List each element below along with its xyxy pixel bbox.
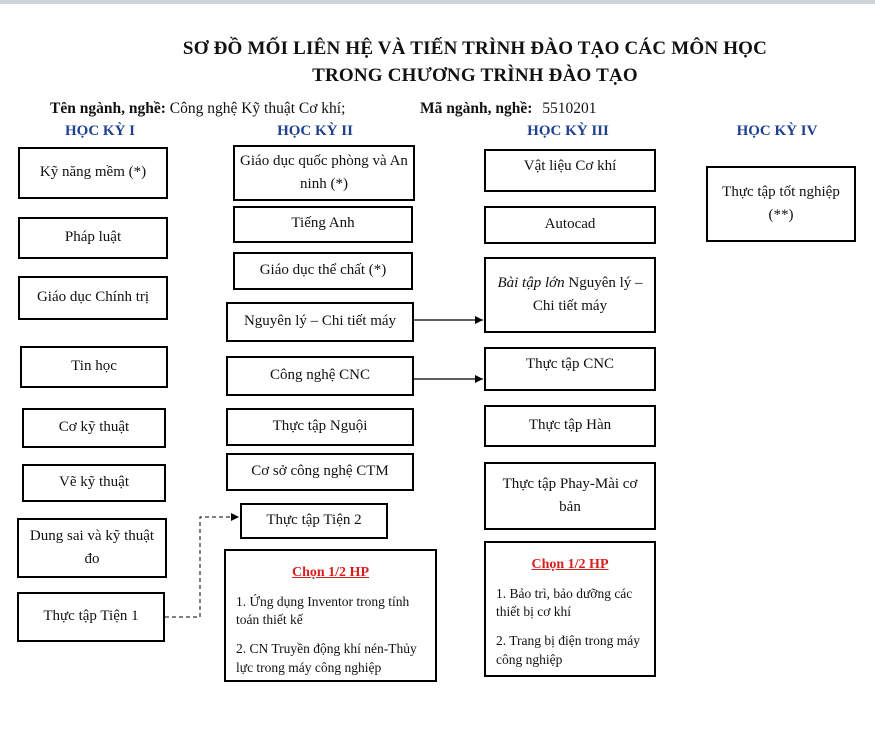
course-box-technical-drawing: Vẽ kỹ thuật	[22, 464, 166, 502]
course-box-machine-principles: Nguyên lý – Chi tiết máy	[226, 302, 414, 342]
course-box-soft-skills: Kỹ năng mềm (*)	[18, 147, 168, 199]
elective-option: 2. CN Truyền động khí nén-Thủy lực trong máy công nghiệp	[236, 641, 417, 676]
dashed-arrow-turning-1-to-turning-2	[165, 517, 239, 617]
course-box-politics: Giáo dục Chính trị	[18, 276, 168, 320]
course-box-defense-security: Giáo dục quốc phòng và An ninh (*)	[233, 145, 415, 201]
course-box-cnc-practice: Thực tập CNC	[484, 347, 656, 391]
course-box-manufacturing-fundamentals: Cơ sở công nghệ CTM	[226, 453, 414, 491]
course-box-mechanical-materials: Vật liệu Cơ khí	[484, 149, 656, 192]
course-box-cnc-technology: Công nghệ CNC	[226, 356, 414, 396]
program-value: Công nghệ Kỹ thuật Cơ khí;	[169, 100, 346, 117]
course-box-autocad: Autocad	[484, 206, 656, 244]
program-code-value: 5510201	[542, 100, 597, 117]
course-box-welding-practice: Thực tập Hàn	[484, 405, 656, 447]
course-box-milling-grinding-practice: Thực tập Phay-Mài cơ bản	[484, 462, 656, 530]
program-code-label: Mã ngành, nghề:	[420, 100, 533, 117]
course-box-informatics: Tin học	[20, 346, 168, 388]
project-course-name: Nguyên lý – Chi tiết máy	[532, 274, 643, 314]
elective-option: 2. Trang bị điện trong máy công nghiệp	[496, 633, 640, 668]
elective-option: 1. Ứng dụng Inventor trong tính toán thiết kế	[236, 593, 410, 628]
elective-option: 1. Bảo trì, bảo dưỡng các thiết bị cơ khí	[496, 585, 633, 620]
course-box-physical-education: Giáo dục thể chất (*)	[233, 252, 413, 290]
program-label: Tên ngành, nghề:	[50, 100, 166, 117]
course-box-engineering-mechanics: Cơ kỹ thuật	[22, 408, 166, 448]
course-box-graduation-internship: Thực tập tốt nghiệp (**)	[706, 166, 856, 242]
semester-4-heading: HỌC KỲ IV	[736, 123, 818, 139]
course-box-turning-practice-2: Thực tập Tiện 2	[240, 503, 388, 539]
elective-heading: Chọn 1/2 HP	[531, 557, 609, 572]
elective-heading: Chọn 1/2 HP	[291, 565, 369, 580]
course-box-law: Pháp luật	[18, 217, 168, 259]
semester-3-heading: HỌC KỲ III	[527, 123, 609, 139]
semester-2-heading: HỌC KỲ II	[277, 123, 353, 139]
course-box-english: Tiếng Anh	[233, 206, 413, 243]
diagram-title-line-2: TRONG CHƯƠNG TRÌNH ĐÀO TẠO	[312, 65, 638, 86]
course-box-tolerance-measurement: Dung sai và kỹ thuật đo	[17, 518, 167, 578]
course-box-turning-practice-1: Thực tập Tiện 1	[17, 592, 165, 642]
diagram-title-line-1: SƠ ĐỒ MỐI LIÊN HỆ VÀ TIẾN TRÌNH ĐÀO TẠO CÁC MÔN HỌC	[182, 38, 768, 59]
semester-1-heading: HỌC KỲ I	[64, 123, 135, 139]
project-prefix: Bài tập lớn	[497, 274, 565, 291]
course-box-fitting-practice: Thực tập Nguội	[226, 408, 414, 446]
